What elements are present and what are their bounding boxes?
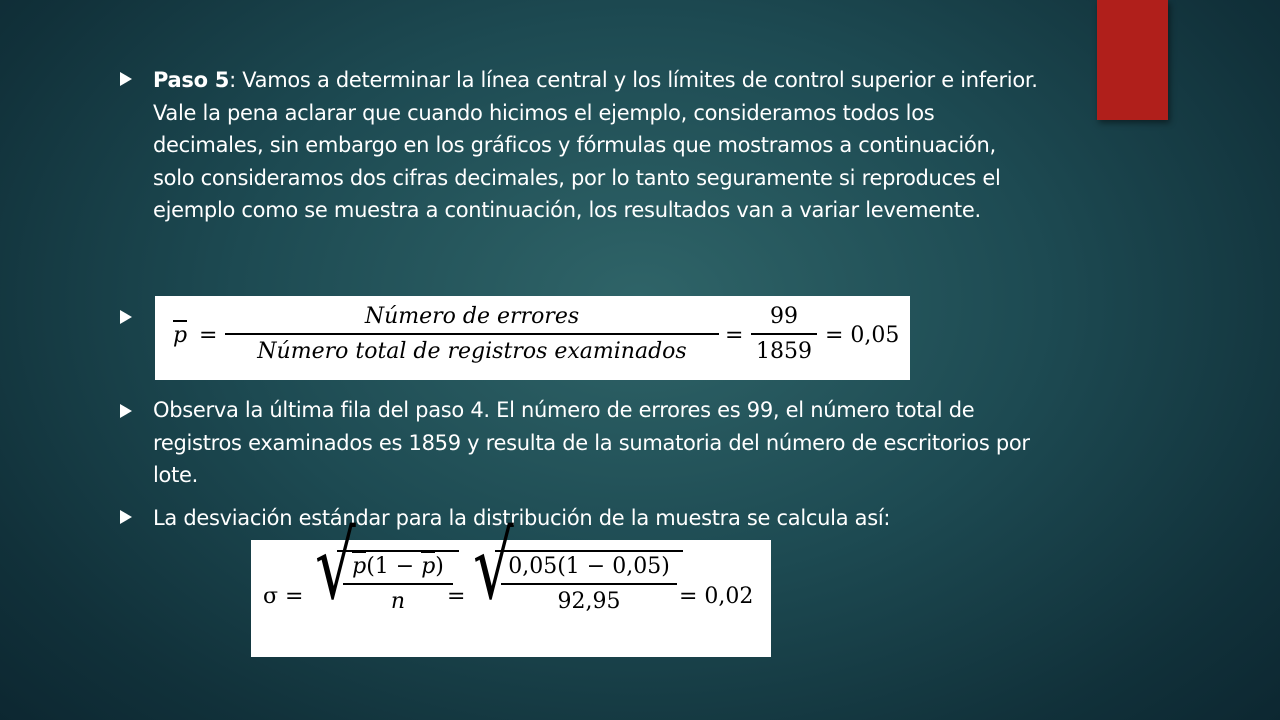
desviacion-text: La desviación estándar para la distribución de la muestra se calcula así: [153, 506, 891, 530]
equals-sign: = [447, 584, 466, 609]
accent-bar [1097, 0, 1168, 120]
bullet-arrow-icon [120, 404, 132, 418]
fraction-denominator: Número total de registros examinados [225, 333, 719, 364]
paso-label: Paso 5 [153, 68, 230, 92]
sqrt-1-denominator: n [343, 583, 453, 614]
paragraph-observa [153, 394, 1043, 492]
p-bar-symbol: p [173, 320, 187, 348]
equals-sign: = [199, 323, 218, 348]
formula-p-bar: p = $\frac{\text{Número de errores}}{\text{Número total de registros examinados}}$ = $\frac{99}{1859}$ = 0,05 [155, 296, 910, 380]
paso-text: : Vamos a determinar la línea central y los límites de control superior e inferior. Vale la pena aclarar que cuando hicimos el ejemplo, consideramos todos los decimales, sin embargo en los gráficos y fórmulas que mostramos a continuación, solo consideramos dos cifras decimales, por lo tanto seguramente si reproduces el ejemplo como se muestra a continuación, los resultados van a variar levemente. [153, 68, 1038, 222]
sqrt-2: √ $\frac{0,05(1 - 0,05)}{92,95}$ [473, 550, 683, 614]
sqrt-1: √ $\frac{p(1 - p)}{n}$ [315, 550, 459, 614]
result-value: = 0,05 [825, 323, 900, 348]
paragraph-desviacion [153, 502, 1043, 535]
sqrt-2-numerator: 0,05(1 − 0,05) [508, 554, 670, 579]
value-numerator: 99 [770, 304, 798, 329]
sigma-lhs: σ = [263, 584, 304, 609]
bullet-arrow-icon [120, 310, 132, 324]
sqrt-2-denominator: 92,95 [501, 583, 677, 614]
sigma-result: = 0,02 [679, 584, 754, 609]
bullet-arrow-icon [120, 72, 132, 86]
observa-text: Observa la última fila del paso 4. El número de errores es 99, el número total de registros examinados es 1859 y resulta de la sumatoria del número de escritorios por lote. [153, 398, 1030, 487]
paragraph-paso-5 [153, 64, 1043, 227]
formula-sigma [251, 513, 771, 657]
fraction-numerator: Número de errores [364, 304, 580, 329]
value-denominator: 1859 [751, 333, 817, 364]
bullet-arrow-icon [120, 510, 132, 524]
